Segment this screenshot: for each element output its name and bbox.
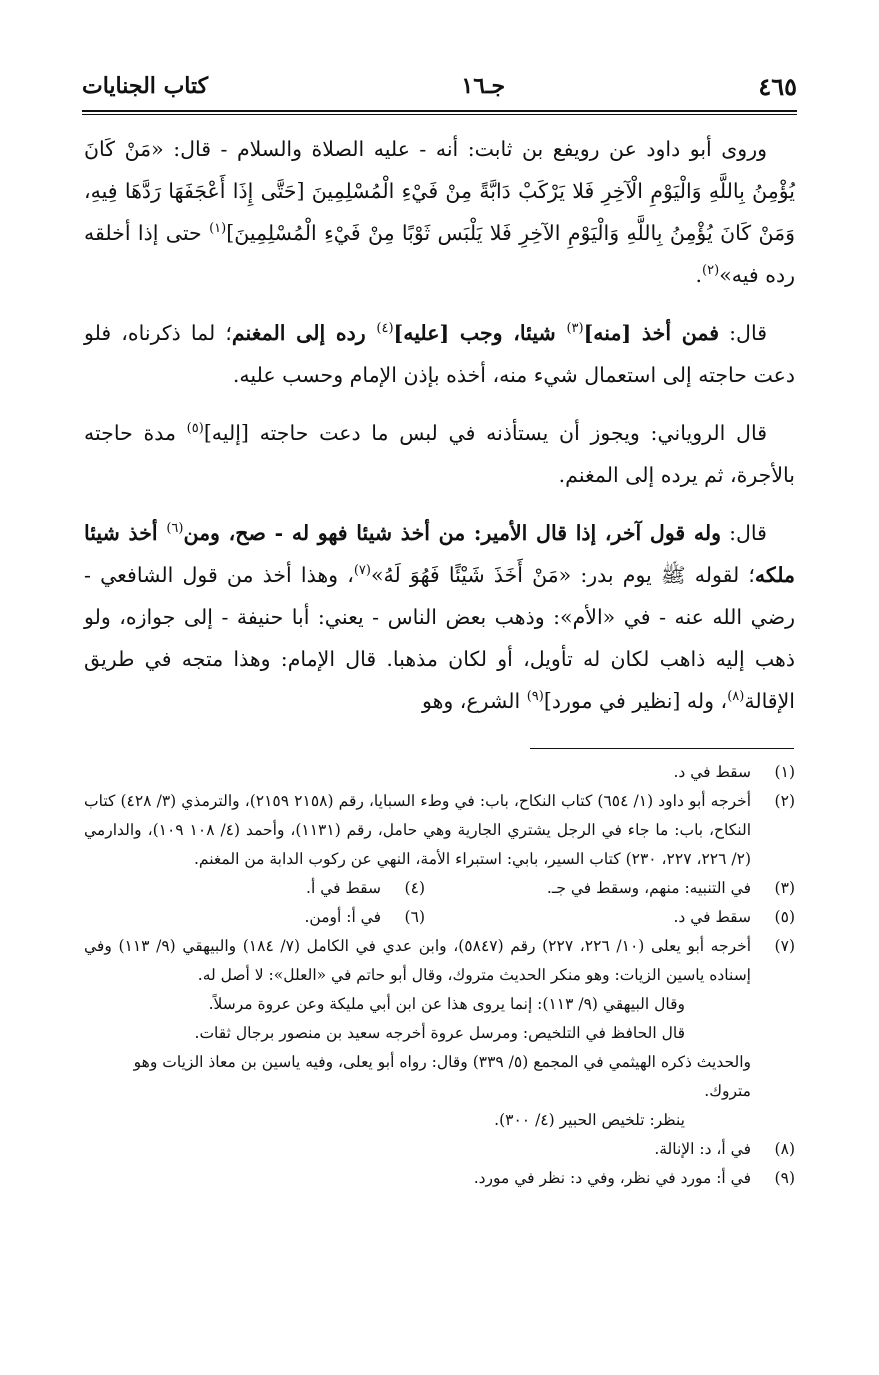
p2-e: ؛ لما ذكرناه، فلو دعت حاجته إلى استعمال شيء منه، أخذه بإذن الإمام وحسب عليه.	[84, 321, 795, 387]
paragraph-4	[84, 512, 795, 722]
footnote-number: (٩)	[774, 1169, 795, 1187]
footnotes-3-4	[84, 874, 795, 903]
header-rule-thick	[82, 110, 797, 112]
paragraph-1	[84, 128, 795, 296]
running-header	[82, 70, 797, 102]
p1-text: وروى أبو داود عن رويفع بن ثابت: أنه - عليه الصلاة والسلام - قال: «مَنْ كَانَ يُؤْمِنُ بِاللَّهِ وَالْيَوْمِ الْآخِرِ فَلا يَرْكَبْ دَابَّةً مِنْ فَيْءِ الْمُسْلِمِينَ [حَتَّى إِذَا أَعْجَفَهَا رَدَّهَا فِيهِ، وَمَنْ كَانَ يُؤْمِنُ بِاللَّهِ وَالْيَوْمِ الآخِرِ فَلا يَلْبَس ثَوْبًا مِنْ فَيْءِ الْمُسْلِمِينَ]	[84, 137, 796, 245]
footnote-text: في أ: مورد في نظر، وفي د: نظر في مورد.	[473, 1169, 751, 1187]
footnote-ref-5[interactable]: (٥)	[186, 421, 204, 437]
footnote-3	[425, 874, 795, 903]
footnote-text: في أ: أومن.	[304, 908, 381, 926]
p4-f: ، وله [نظير في مورد]	[543, 689, 728, 713]
p4-e: ، وهذا أخذ من قول الشافعي - رضي الله عنه - في «الأم»: وذهب بعض الناس - يعني: أبا حنيفة - إلى جوازه، ولو ذهب إليه ذاهب لكان له تأويل، أو لكان مذهبا. قال الإمام: وهذا متجه في طريق الإقالة	[84, 563, 795, 713]
footnote-2	[84, 787, 795, 874]
footnote-separator	[530, 748, 794, 749]
footnote-7-continuation: قال الحافظ في التلخيص: ومرسل عروة أخرجه سعيد بن منصور برجال ثقات.	[194, 1024, 685, 1042]
p3-b: مدة حاجته بالأجرة، ثم يرده إلى المغنم.	[84, 421, 795, 487]
paragraph-3	[84, 412, 795, 496]
footnote-ref-7[interactable]: (٧)	[353, 563, 371, 579]
p1-tail: .	[695, 263, 703, 287]
p4-a: قال:	[721, 521, 767, 545]
p4-d: ؛ لقوله ﷺ يوم بدر: «مَنْ أَخَذَ شَيْئًا فَهُوَ لَهُ»	[370, 563, 755, 587]
book-title: كتاب الجنايات	[82, 73, 209, 99]
footnote-number: (٦)	[404, 908, 425, 926]
footnotes	[84, 758, 795, 1193]
footnote-text: أخرجه أبو داود (١/ ٦٥٤) كتاب النكاح، باب: في وطء السبايا، رقم (٢١٥٨ ٢١٥٩)، والترمذي (٣/ ٤٢٨) كتاب النكاح، باب: ما جاء في الرجل يشتري الجارية وهي حامل، رقم (١١٣١)، وأحمد (٤/ ١٠٨ ١٠٩)، والدارمي (٢/ ٢٢٦، ٢٢٧، ٢٣٠) كتاب السير، بابي: استبراء الأمة، النهي عن ركوب الدابة من المغنم.	[84, 792, 752, 868]
footnote-ref-1[interactable]: (١)	[209, 221, 227, 237]
footnote-1	[84, 758, 795, 787]
p2-c: شيئا، وجب [عليه]	[393, 321, 567, 345]
p4-g: الشرع، وهو	[421, 689, 527, 713]
footnote-6	[115, 903, 425, 932]
footnote-text: سقط في أ.	[306, 879, 381, 897]
footnote-ref-6[interactable]: (٦)	[166, 521, 184, 537]
main-text	[84, 128, 795, 738]
p3-a: قال الروياني: ويجوز أن يستأذنه في لبس ما دعت حاجته [إليه]	[203, 421, 767, 445]
footnote-7	[84, 932, 795, 990]
p2-b: فمن أخذ [منه]	[583, 321, 720, 345]
footnote-7-continuation: والحديث ذكره الهيثمي في المجمع (٥/ ٣٣٩) وقال: رواه أبو يعلى، وفيه ياسين بن معاذ الزيات وهو متروك.	[133, 1053, 751, 1100]
footnote-text: سقط في د.	[673, 763, 751, 781]
footnote-ref-4[interactable]: (٤)	[376, 321, 394, 337]
volume-number: جـ١٦	[461, 73, 506, 99]
footnote-text: في التنبيه: منهم، وسقط في جـ.	[546, 879, 751, 897]
footnote-number: (٥)	[774, 908, 795, 926]
header-rule-thin	[82, 114, 797, 115]
footnote-number: (٧)	[774, 937, 795, 955]
footnote-number: (٢)	[774, 792, 795, 810]
p2-a: قال:	[719, 321, 767, 345]
footnote-text: سقط في د.	[673, 908, 751, 926]
footnote-ref-8[interactable]: (٨)	[727, 689, 745, 705]
footnote-ref-3[interactable]: (٣)	[566, 321, 584, 337]
footnotes-5-6	[84, 903, 795, 932]
footnote-7-continuation: ينظر: تلخيص الحبير (٤/ ٣٠٠).	[494, 1111, 685, 1129]
footnote-4	[115, 874, 425, 903]
footnote-8	[84, 1135, 795, 1164]
footnote-7-continuation: وقال البيهقي (٩/ ١١٣): إنما يروى هذا عن ابن أبي مليكة وعن عروة مرسلاً.	[208, 995, 685, 1013]
paragraph-2	[84, 312, 795, 396]
p4-b: وله قول آخر، إذا قال الأمير: من أخذ شيئا فهو له - صح، ومن	[183, 521, 722, 545]
footnote-text: أخرجه أبو يعلى (١٠/ ٢٢٦، ٢٢٧) رقم (٥٨٤٧)، وابن عدي في الكامل (٧/ ١٨٤) والبيهقي (٩/ ١١٣) وفي إسناده ياسين الزيات: وهو منكر الحديث متروك، وقال أبو حاتم في «العلل»: لا أصل له.	[84, 937, 752, 984]
p4-c: أخذ شيئا ملكه	[84, 521, 795, 587]
p1-end: حتى إذا أخلقه رده فيه»	[84, 221, 795, 287]
page-number: ٤٦٥	[758, 71, 797, 101]
footnote-number: (١)	[774, 763, 795, 781]
footnote-ref-2[interactable]: (٢)	[702, 263, 720, 279]
p2-d: رده إلى المغنم	[231, 321, 377, 345]
footnote-number: (٣)	[774, 879, 795, 897]
footnote-number: (٤)	[404, 879, 425, 897]
footnote-ref-9[interactable]: (٩)	[526, 689, 544, 705]
footnote-text: في أ، د: الإنالة.	[654, 1140, 751, 1158]
footnote-9	[84, 1164, 795, 1193]
footnote-number: (٨)	[774, 1140, 795, 1158]
footnote-5	[425, 903, 795, 932]
